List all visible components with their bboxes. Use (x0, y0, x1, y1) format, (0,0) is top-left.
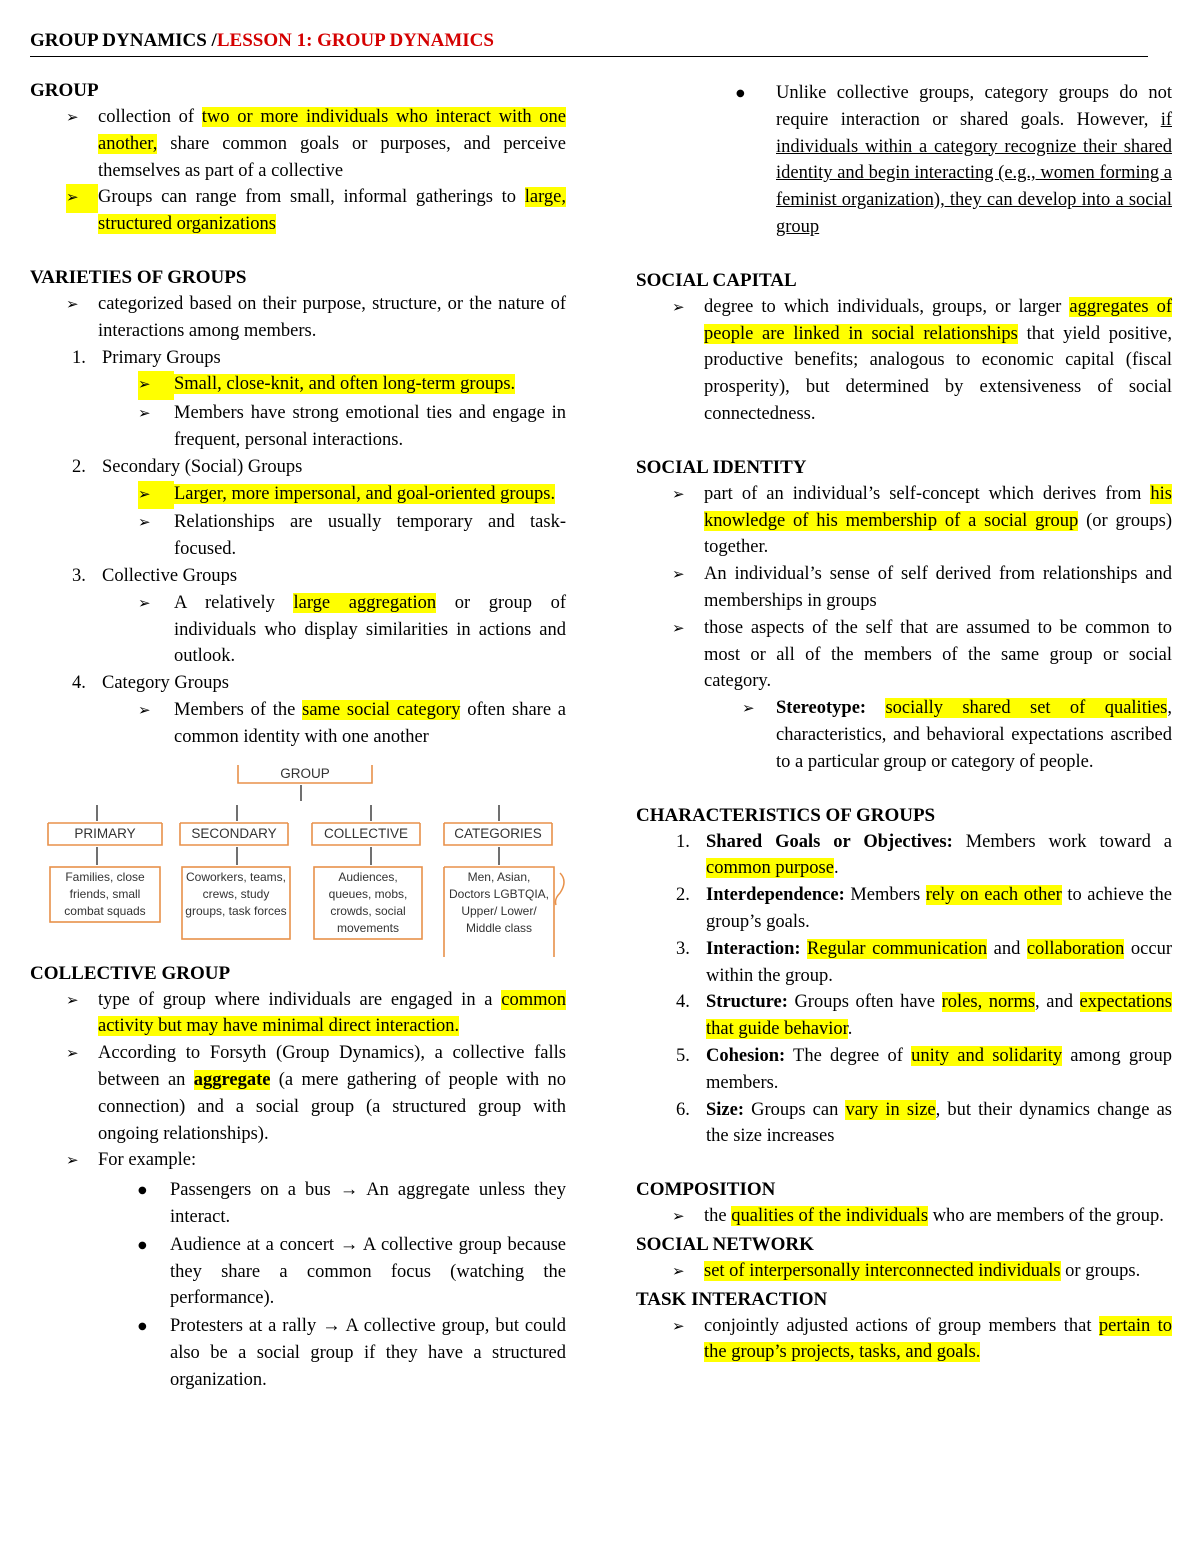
header-lesson: LESSON 1: GROUP DYNAMICS (216, 30, 494, 51)
arrow-bullet-icon (66, 987, 98, 1016)
diagram-example-primary: Families, close friends, small combat squads (64, 869, 146, 918)
example-item: ● Audience at a concert → A collective group because they share a common focus (watching the performance). (30, 1232, 566, 1312)
list-item: ➢ Groups can range from small, informal gatherings to large, structured organizations (30, 184, 566, 238)
list-item: ● Unlike collective groups, category groups do not require interaction or shared goals. However, if individuals within a category recognize their shared identity and begin interacting (e.g., women forming a feminist organization), they can develop into a social group (636, 80, 1172, 241)
list-item: ➢ set of interpersonally interconnected individuals or groups. (636, 1258, 1172, 1287)
section-title-social-network: SOCIAL NETWORK (636, 1233, 814, 1255)
list-item: ➢ part of an individual’s self-concept which derives from his knowledge of his membership of a social group (or groups) together. (636, 481, 1172, 561)
sub-item: ➢ Relationships are usually temporary and task-focused. (30, 509, 566, 563)
dot-bullet-icon (138, 1232, 170, 1260)
section-title-social-identity: SOCIAL IDENTITY (636, 456, 807, 478)
example-item: ● Protesters at a rally → A collective group, but could also be a social group if they have a structured organization. (30, 1313, 566, 1393)
numbered-item: 4. Structure: Groups often have roles, norms, and expectations that guide behavior. (676, 992, 1173, 1040)
left-column (30, 78, 566, 1393)
sub-item: ➢ Stereotype: socially shared set of qualities, characteristics, and behavioral expectations ascribed to a particular group or category of people. (636, 695, 1172, 775)
diagram-example-secondary: Coworkers, teams, crews, study groups, task forces (185, 869, 287, 918)
diagram-box-secondary: SECONDARY (191, 825, 277, 841)
header-course: GROUP DYNAMICS / (30, 30, 217, 51)
sub-item: ➢ Larger, more impersonal, and goal-oriented groups. (30, 481, 566, 510)
arrow-bullet-icon (66, 184, 98, 213)
arrow-bullet-icon (138, 697, 174, 726)
arrow-bullet-icon (672, 615, 704, 644)
numbered-item: 1. Shared Goals or Objectives: Members work toward a common purpose. (676, 831, 1172, 879)
section-title-social-capital: SOCIAL CAPITAL (636, 269, 797, 291)
arrow-bullet-icon (742, 695, 776, 724)
list-item: ➢ For example: (30, 1147, 566, 1176)
sub-item: ➢ Members of the same social category often share a common identity with one another (30, 697, 566, 751)
arrow-bullet-icon (66, 104, 98, 133)
document-header (30, 30, 1148, 57)
list-item: ➢ An individual’s sense of self derived from relationships and memberships in groups (636, 561, 1172, 615)
dot-bullet-icon (736, 80, 776, 108)
arrow-bullet-icon (672, 561, 704, 590)
list-item: ➢ According to Forsyth (Group Dynamics), a collective falls between an aggregate (a mere gathering of people with no connection) and a social group (a structured group with ongoing relationships). (30, 1040, 566, 1147)
list-item: ➢ collection of two or more individuals who interact with one another, share common goals or purposes, and perceive themselves as part of a collective (30, 104, 566, 184)
section-title-composition: COMPOSITION (636, 1179, 776, 1201)
numbered-item: 4. Category Groups (72, 673, 229, 694)
numbered-item: 6. Size: Groups can vary in size, but their dynamics change as the size increases (676, 1099, 1172, 1147)
list-item: ➢ conjointly adjusted actions of group members that pertain to the group’s projects, tasks, and goals. (636, 1313, 1172, 1367)
numbered-item: 2. Secondary (Social) Groups (72, 456, 303, 477)
list-item: ➢ type of group where individuals are engaged in a common activity but may have minimal direct interaction. (30, 987, 566, 1041)
diagram-example-collective: Audiences, queues, mobs, crowds, social movements (328, 869, 408, 935)
arrow-bullet-icon (66, 1147, 98, 1176)
diagram-box-categories: CATEGORIES (454, 825, 542, 841)
arrow-bullet-icon (672, 481, 704, 510)
group-types-diagram (30, 761, 566, 957)
numbered-item: 1. Primary Groups (72, 347, 221, 368)
arrow-bullet-icon (138, 371, 174, 400)
section-title-collective: COLLECTIVE GROUP (30, 962, 231, 984)
sub-item: ➢ A relatively large aggregation or group of individuals who display similarities in actions and outlook. (30, 590, 566, 670)
arrow-bullet-icon (672, 1258, 704, 1287)
section-title-varieties: VARIETIES OF GROUPS (30, 266, 247, 288)
numbered-item: 3. Interaction: Regular communication and collaboration occur within the group. (676, 938, 1172, 986)
arrow-bullet-icon (66, 1040, 98, 1069)
list-item: ➢ degree to which individuals, groups, or larger aggregates of people are linked in social relationships that yield positive, productive benefits; analogous to economic capital (fiscal prosperity), but determined by extensiveness of social connectedness. (636, 294, 1172, 428)
example-item: ● Passengers on a bus → An aggregate unless they interact. (30, 1177, 566, 1231)
dot-bullet-icon (138, 1177, 170, 1205)
arrow-bullet-icon (672, 294, 704, 323)
sub-item: ➢ Members have strong emotional ties and engage in frequent, personal interactions. (30, 400, 566, 454)
numbered-item: 5. Cohesion: The degree of unity and solidarity among group members. (676, 1045, 1172, 1093)
section-title-group: GROUP (30, 80, 99, 101)
list-item: ➢ categorized based on their purpose, structure, or the nature of interactions among members. (30, 291, 566, 345)
arrow-bullet-icon (138, 509, 174, 538)
section-title-task-interaction: TASK INTERACTION (636, 1288, 828, 1310)
numbered-item: 2. Interdependence: Members rely on each other to achieve the group’s goals. (676, 885, 1172, 932)
diagram-root-label: GROUP (280, 765, 330, 781)
numbered-item: 3. Collective Groups (72, 565, 238, 586)
diagram-box-primary: PRIMARY (74, 825, 136, 841)
sub-item: ➢ Small, close-knit, and often long-term groups. (30, 371, 566, 400)
right-column (636, 80, 1172, 1366)
arrow-bullet-icon (138, 400, 174, 429)
list-item: ➢ those aspects of the self that are assumed to be common to most or all of the members of the same group or social category. (636, 615, 1172, 695)
arrow-bullet-icon (66, 291, 98, 320)
diagram-example-categories: Men, Asian, Doctors LGBTQIA, Upper/ Lower/ Middle class (448, 869, 550, 935)
arrow-bullet-icon (138, 590, 174, 619)
list-item: ➢ the qualities of the individuals who are members of the group. (636, 1203, 1172, 1232)
arrow-bullet-icon (672, 1313, 704, 1342)
dot-bullet-icon (138, 1313, 170, 1341)
arrow-bullet-icon (138, 481, 174, 510)
section-title-characteristics: CHARACTERISTICS OF GROUPS (636, 804, 936, 826)
arrow-bullet-icon (672, 1203, 704, 1232)
diagram-box-collective: COLLECTIVE (323, 825, 409, 841)
